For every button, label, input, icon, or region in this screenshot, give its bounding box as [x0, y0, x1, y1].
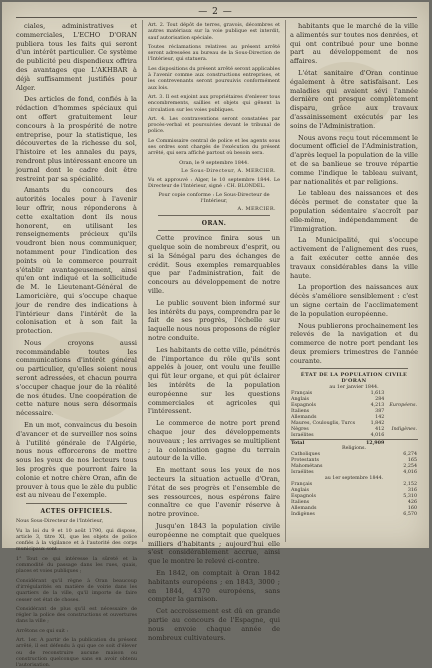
row-label: Espagnols — [291, 494, 316, 500]
row-value: 426 — [407, 500, 417, 506]
article-paragraph: ciales, administratives et commerciales, L'ECHO D'ORAN publiera tous les faits qui seront d'un intérêt particulier. Ce système de publicité peu dispendieux offrira des avantages que L'AKHBAR à déjà suffisamment justifiés pour Alger. — [16, 22, 137, 92]
stats-date: au 1er septembre 1844. — [324, 476, 384, 482]
row-label: Français — [291, 482, 313, 488]
article-paragraph: En mettant sous les yeux de nos lecteurs la situation actuelle d'Oran, l'état de ses progrès et l'ensemble de ses ressources, nous espérons faire connaître ce que l'avenir réserve à notre province. — [148, 466, 280, 519]
official-paragraph: Considérant qu'il règne à Oran beaucoup d'irrégularités en matière de voirie dans les quartiers de la ville, qu'il importe de faire cesser cet état de choses. — [16, 577, 137, 603]
article-paragraph: Des articles de fond, confiés à la rédaction d'hommes spéciaux qui ont offert gratuitement leur concours à la prospérité de notre entreprise, pour la statistique, les découvertes de la richesse du sol, l'histoire et les annales du pays, rendront plus intéressant encore un journal dont le cadre doit être restreint par sa spécialité. — [16, 95, 137, 183]
article-paragraph: Le public souvent bien informé sur les intérêts du pays, comprendra par le fait de ses progrès, l'échelle sur laquelle nous nous proposons de régler notre conduite. — [148, 298, 280, 342]
column-middle — [148, 22, 280, 642]
official-paragraph: Arrêtons ce qui suit : — [16, 627, 69, 634]
row-value: 160 — [407, 506, 417, 512]
population-table — [290, 391, 418, 446]
article-paragraph: L'état sanitaire d'Oran continue également à être satisfaisant. Les maladies qui avaient sévi l'année dernière ont presque complètement disparu, grâce aux travaux d'assainissement exécutés par les soins de l'Administration. — [290, 68, 418, 130]
article-paragraph: Toutes réclamations relatives au présent arrêté seront adressées au bureau de la Sous-Direction de l'Intérieur, qui statuera. — [148, 43, 280, 63]
row-value: 142 — [375, 415, 385, 421]
row-label: Israélites — [291, 433, 314, 439]
row-label: Maures, Coulouglis, Turcs — [291, 421, 356, 427]
section-rule — [300, 368, 408, 369]
row-value: 1,842 — [370, 421, 385, 427]
article-paragraph: Cette province finira sous un quelque soin de nombreux d'esprit, ou si la Sénégal paru des échanges de crédit. Sous exemples remarquables que par l'administration, fait de concours au développement de notre ville. — [148, 234, 280, 296]
article-paragraph: La proportion des naissances aux décès s'améliore sensiblement : c'est un signe certain de l'acclimatement de la population européenne. — [290, 283, 418, 318]
article-paragraph: Jusqu'en 1843 la population civile européenne ne comptait que quelques milliers d'habitants ; aujourd'hui elle s'est considérablement accrue, ainsi que le montre le relevé ci-contre. — [148, 521, 280, 566]
row-label: Anglais — [291, 488, 310, 494]
article-paragraph: Le commerce de notre port prend chaque jour des développements nouveaux ; les arrivages se multiplient ; la colonisation gagne du terrain autour de la ville. — [148, 419, 280, 463]
column-right — [290, 22, 418, 542]
column-left — [16, 22, 137, 668]
row-label: Français — [291, 391, 313, 397]
section-rule — [158, 230, 270, 231]
row-value: 165 — [407, 458, 417, 464]
row-value: 316 — [407, 488, 417, 494]
population-table-september — [290, 482, 418, 518]
article-paragraph: Art. 3. Il est enjoint aux propriétaires d'enlever tous encombrements, saillies et objets qui gênent la circulation sur les voies publiques. — [148, 93, 280, 113]
copy-note: Pour copie conforme : Le Sous-Directeur de l'Intérieur, — [158, 192, 270, 205]
row-value: 2,152 — [403, 482, 417, 488]
official-paragraph: Considérant de plus qu'il est nécessaire de régler la police des constructions et ouvertures dans la ville ; — [16, 605, 137, 625]
article-paragraph: Amants du concours des autorités locales pour à l'avenir leur offrir, nous réponderons à cette exaltation dont ils nous honorent, en utilisant les renseignements précieux qu'ils voudront bien nous communiquer, notamment pour l'indication des points où le commerce pourrait s'établir avantageusement, ainsi qu'en ont indiqué et la sollicitude de M. le Lieutenant-Général de Lamoricière, qui s'occupe chaque jour de rendre des indications à l'intérieur dans l'intérêt de la colonisation et à son fait la protection. — [16, 186, 137, 336]
article-paragraph: Art. 2. Tout dépôt de terres, gravois, décombres et autres matériaux sur la voie publique est interdit, sauf autorisation spéciale. — [148, 22, 280, 41]
section-rule — [26, 503, 127, 504]
row-value: 6,570 — [403, 512, 417, 518]
official-paragraph: Art. 1er. A partir de la publication du présent arrêté, il est défendu à qui que ce soit d'élever ou de reconstruire aucune maison ou construction quelconque sans en avoir obtenu l'autorisation. — [16, 636, 137, 668]
official-paragraph: Nous Sous-Directeur de l'Intérieur, — [16, 518, 104, 525]
article-paragraph: En 1842, on comptait à Oran 1842 habitants européens ; en 1843, 3000 ; en 1844, 4370 européens, sans compter la garnison. — [148, 568, 280, 604]
newspaper-page — [2, 2, 429, 668]
official-paragraph: Vu la loi du 9 et 10 août 1790, qui dispose, article 3, titre XI, que les objets de police confiés à la vigilance et à l'autorité des corps municipaux sont : — [16, 527, 137, 553]
page-number: — 2 — — [198, 7, 233, 17]
row-label: Allemands — [291, 415, 317, 421]
table-row — [290, 512, 418, 518]
section-rule — [158, 215, 270, 216]
article-paragraph: habitants que le marché de la ville a alimentés sur toutes nos denrées, et qui ont contribué pour une bonne part au développement de nos affaires. — [290, 22, 418, 66]
row-group: Européens. — [389, 403, 417, 409]
signature: Le Sous-Directeur, A. MERCIER. — [181, 167, 276, 174]
row-value: 4,016 — [370, 433, 385, 439]
row-value: 1,613 — [370, 391, 385, 397]
stats-title: ÉTAT DE LA POPULATION CIVILE D'ORAN — [300, 372, 408, 385]
row-value: 4,016 — [403, 470, 417, 476]
row-label: Mahométans — [291, 464, 323, 470]
row-label: Total — [290, 440, 363, 447]
religion-table — [290, 452, 418, 476]
place-date: Oran, le 9 septembre 1844. — [179, 159, 249, 166]
article-paragraph: Le tableau des naissances et des décès permet de constater que la population sédentaire s'accroît par elle-même, indépendamment de l'immigration. — [290, 189, 418, 233]
row-label: Protestants — [291, 458, 319, 464]
article-paragraph: Art. 4. Les contraventions seront constatées par procès-verbal et poursuivies devant le tribunal de police. — [148, 115, 280, 135]
row-label: Italiens — [291, 409, 310, 415]
row-label: Italiens — [291, 500, 310, 506]
official-paragraph: 1° Tout ce qui intéresse la sûreté et la commodité du passage dans les rues, quais, places et voies publiques ; — [16, 555, 137, 575]
row-value: 6,274 — [403, 452, 417, 458]
row-value: 387 — [375, 409, 385, 415]
row-label: Catholiques — [291, 452, 320, 458]
article-paragraph: Cet accroissement est dû en grande partie au concours de l'Espagne, qui nous envoie chaque année de nombreux cultivateurs. — [148, 607, 280, 642]
row-value: 284 — [375, 397, 385, 403]
row-label: Nègres — [291, 427, 309, 433]
header-rule — [16, 17, 417, 18]
row-group: Indigènes. — [391, 427, 417, 433]
article-paragraph: Nous croyons aussi recommandable toutes les communications d'intérêt général ou particulier, qu'elles soient nous seront adressées, et chacun pourra s'occuper chaque jour de la réalité de nos études. Une coopération de cette nature nous sera désormais nécessaire. — [16, 338, 137, 418]
column-divider — [285, 20, 286, 542]
article-paragraph: Nous avons reçu tout récemment le document officiel de l'Administration, d'après lequel la population de la ville et de sa banlieue se trouve répartie comme l'indique le tableau suivant, par nationalités et par religions. — [290, 133, 418, 186]
row-value: 412 — [375, 427, 385, 433]
article-paragraph: Le Commissaire central de police et les agents sous ses ordres sont chargés de l'exécution du présent arrêté, qui sera affiché partout où besoin sera. — [148, 137, 280, 157]
article-paragraph: Les habitants de cette ville, pénétrés de l'importance du rôle qu'ils sont appelés à jouer, ont voulu une feuille qui fût leur organe, et qui pût éclairer les intérêts de la population européenne sur les questions commerciales et agricoles qui l'intéressent. — [148, 345, 280, 416]
row-label: Israélites — [291, 470, 314, 476]
religion-title: Religions. — [341, 446, 367, 452]
official-acts-title: ACTES OFFICIELS. — [40, 508, 113, 516]
approval-note: Vu et approuvé : Alger, le 10 septembre 1844. Le Directeur de l'Intérieur, signé : CH. BLONDEL. — [148, 176, 280, 189]
signature: A. MERCIER. — [237, 206, 276, 213]
row-label: Indigènes — [291, 512, 315, 518]
row-value: 12,909 — [363, 440, 385, 447]
article-paragraph: En un mot, convaincus du besoin d'avancer et de surveiller nos soins à l'utilité générale de l'Algérie, nous nous efforcerons de mettre sous les yeux de nos lecteurs tous les progrès que pourront faire la colonie et notre chère Oran, afin de prouver à tous que le zèle du public est au niveau de l'exemple. — [16, 421, 137, 500]
oran-section-title: ORAN. — [201, 220, 227, 228]
article-paragraph: Nous publierons prochainement les relevés de la navigation et du commerce de notre port pendant les deux premiers trimestres de l'année courante. — [290, 321, 418, 365]
row-label: Espagnols — [291, 403, 316, 409]
row-value: 5,310 — [403, 494, 417, 500]
article-paragraph: La Municipalité, qui s'occupe activement de l'alignement des rues, a fait exécuter cette année des travaux considérables dans la ville haute. — [290, 236, 418, 280]
row-value: 2,254 — [403, 464, 417, 470]
article-paragraph: Les dispositions du présent arrêté seront applicables à l'avenir comme aux constructions entreprises, et les contrevenants seront poursuivis conformément aux lois. — [148, 65, 280, 91]
row-label: Anglais — [291, 397, 310, 403]
row-label: Allemands — [291, 506, 317, 512]
row-value: 4,213 — [370, 403, 385, 409]
stats-date: au 1er janvier 1844. — [329, 385, 379, 391]
column-divider — [142, 20, 143, 542]
